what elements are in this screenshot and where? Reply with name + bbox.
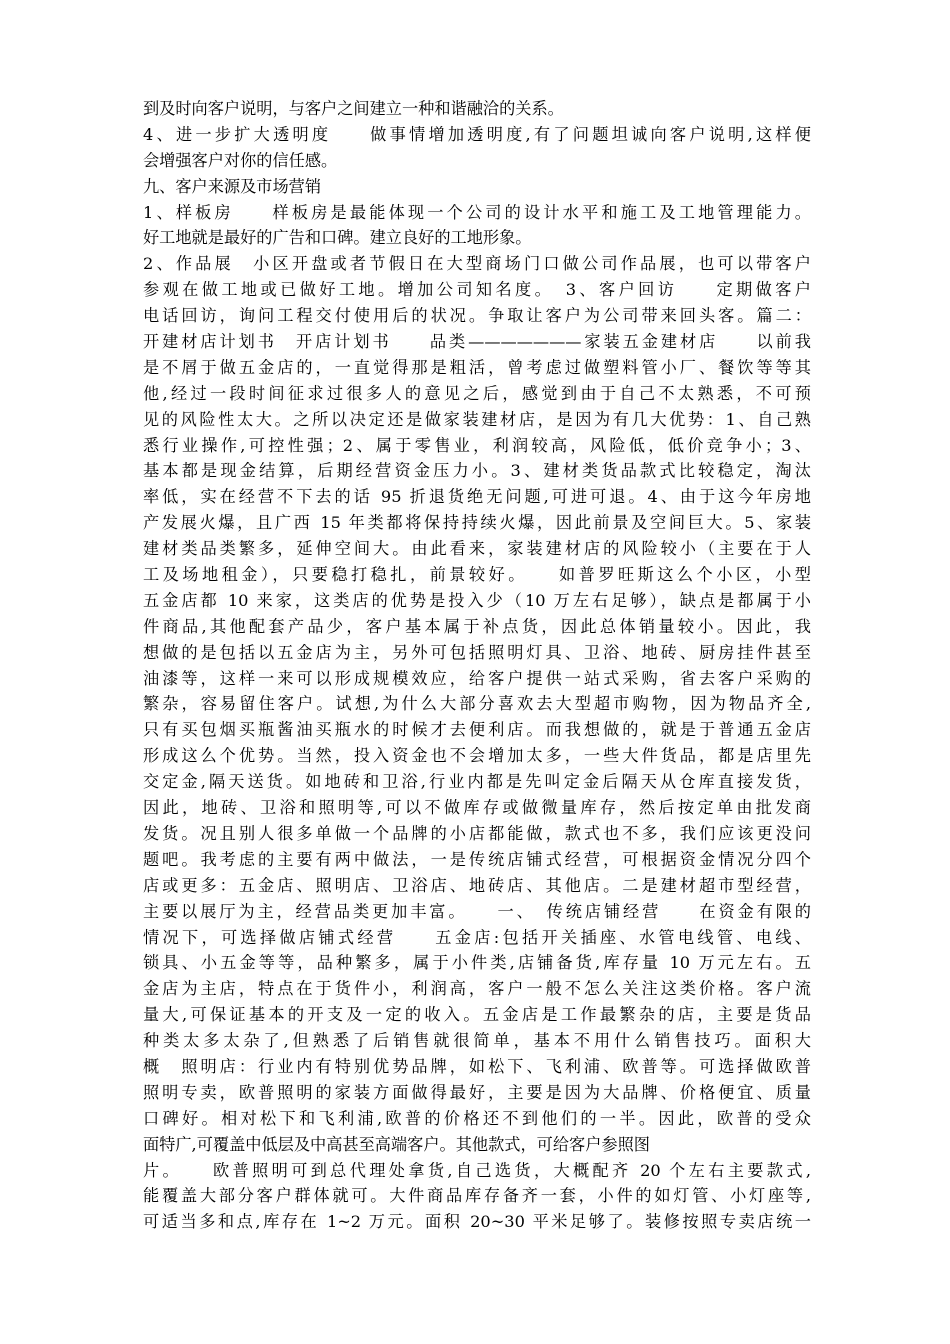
- text-line: 电话回访，询问工程交付使用后的状况。争取让客户为公司带来回头客。篇二：: [143, 306, 811, 326]
- text-line: 到及时向客户说明，与客户之间建立一种和谐融洽的关系。: [143, 99, 564, 118]
- text-line: 形成这么个优势。当然，投入资金也不会增加太多，一些大件货品，都是店里先: [143, 746, 811, 766]
- text-line: 可适当多和点,库存在 1~2 万元。面积 20~30 平米足够了。装修按照专卖店统一: [143, 1212, 811, 1232]
- text-line: 只有买包烟买瓶酱油买瓶水的时候才去便利店。而我想做的，就是于普通五金店: [143, 720, 811, 740]
- text-line: 悉行业操作,可控性强；2、属于零售业，利润较高，风险低，低价竞争小；3、: [143, 435, 811, 455]
- text-line: 会增强客户对你的信任感。: [143, 150, 338, 170]
- text-line: 开建材店计划书 开店计划书 品类———————家装五金建材店 以前我: [143, 332, 811, 352]
- text-line: 量大,可保证基本的开支及一定的收入。五金店是工作最繁杂的店，主要是货品: [143, 1005, 811, 1025]
- text-line: 概 照明店：行业内有特别优势品牌，如松下、飞利浦、欧普等。可选择做欧普: [143, 1056, 811, 1076]
- text-line: 他,经过一段时间征求过很多人的意见之后，感觉到由于自己不太熟悉，不可预: [143, 383, 811, 403]
- text-line: 五金店都 10 来家，这类店的优势是投入少（10 万左右足够），缺点是都属于小: [143, 590, 811, 610]
- text-line: 1、样板房 样板房是最能体现一个公司的设计水平和施工及工地管理能力。: [143, 202, 811, 222]
- text-line: 片。 欧普照明可到总代理处拿货,自己选货，大概配齐 20 个左右主要款式,: [143, 1160, 811, 1180]
- text-line: 4、进一步扩大透明度 做事情增加透明度,有了问题坦诚向客户说明,这样便: [143, 124, 811, 144]
- text-line: 照明专卖，欧普照明的家装方面做得最好，主要是因为大品牌、价格便宜、质量: [143, 1082, 811, 1102]
- text-line: 店或更多：五金店、照明店、卫浴店、地砖店、其他店。二是建材超市型经营，: [143, 875, 811, 895]
- text-line: 基本都是现金结算，后期经营资金压力小。3、建材类货品款式比较稳定，淘汰: [143, 461, 811, 481]
- text-line: 油漆等，这样一来可以形成规模效应，给客户提供一站式采购，省去客户采购的: [143, 668, 811, 688]
- text-line: 情况下，可选择做店铺式经营 五金店:包括开关插座、水管电线管、电线、: [143, 927, 811, 947]
- text-line: 交定金,隔天送货。如地砖和卫浴,行业内都是先叫定金后隔天从仓库直接发货，: [143, 772, 811, 792]
- text-line: 件商品,其他配套产品少，客户基本属于补点货，因此总体销量较小。因此，我: [143, 616, 811, 636]
- text-line: 锁具、小五金等等，品种繁多，属于小件类,店铺备货,库存量 10 万元左右。五: [143, 953, 811, 973]
- text-line: 能覆盖大部分客户群体就可。大件商品库存备齐一套，小件的如灯管、小灯座等,: [143, 1186, 811, 1206]
- text-line: 口碑好。相对松下和飞利浦,欧普的价格还不到他们的一半。因此，欧普的受众: [143, 1108, 811, 1128]
- text-line: 面特广,可覆盖中低层及中高甚至高端客户。其他款式，可给客户参照图: [143, 1134, 650, 1154]
- text-line: 想做的是包括以五金店为主，另外可包括照明灯具、卫浴、地砖、厨房挂件甚至: [143, 642, 811, 662]
- text-line: 工及场地租金），只要稳打稳扎，前景较好。 如普罗旺斯这么个小区，小型: [143, 565, 811, 585]
- text-line: 主要以展厅为主，经营品类更加丰富。 一、 传统店铺经营 在资金有限的: [143, 901, 811, 921]
- text-line: 繁杂，容易留住客户。试想,为什么大部分喜欢去大型超市购物，因为物品齐全,: [143, 694, 811, 714]
- text-line: 产发展火爆，且广西 15 年类都将保持持续火爆，因此前景及空间巨大。5、家装: [143, 513, 811, 533]
- text-line: 参观在做工地或已做好工地。增加公司知名度。 3、客户回访 定期做客户: [143, 280, 811, 300]
- text-line: 发货。况且别人很多单做一个品牌的小店都能做，款式也不多，我们应该更没问: [143, 823, 811, 843]
- text-line: 因此，地砖、卫浴和照明等,可以不做库存或做微量库存，然后按定单由批发商: [143, 798, 811, 818]
- document-page: [143, 96, 811, 1235]
- text-line: 题吧。我考虑的主要有两中做法，一是传统店铺式经营，可根据资金情况分四个: [143, 849, 811, 869]
- text-line: 好工地就是最好的广告和口碑。建立良好的工地形象。: [143, 228, 532, 248]
- text-line: 种类太多太杂了,但熟悉了后销售就很简单，基本不用什么销售技巧。面积大: [143, 1031, 811, 1051]
- text-line: 率低，实在经营不下去的话 95 折退货绝无问题,可进可退。4、由于这今年房地: [143, 487, 811, 507]
- section-heading: 九、客户来源及市场营销: [143, 176, 322, 196]
- text-line: 建材类品类繁多，延伸空间大。由此看来，家装建材店的风险较小（主要在于人: [143, 539, 811, 559]
- text-line: 是不屑于做五金店的，一直觉得那是粗活，曾考虑过做塑料管小厂、餐饮等等其: [143, 357, 811, 377]
- text-line: 见的风险性太大。之所以决定还是做家装建材店，是因为有几大优势：1、自己熟: [143, 409, 811, 429]
- text-line: 金店为主店，特点在于货件小，利润高，客户一般不怎么关注这类价格。客户流: [143, 979, 811, 999]
- text-line: 2、作品展 小区开盘或者节假日在大型商场门口做公司作品展，也可以带客户: [143, 254, 811, 274]
